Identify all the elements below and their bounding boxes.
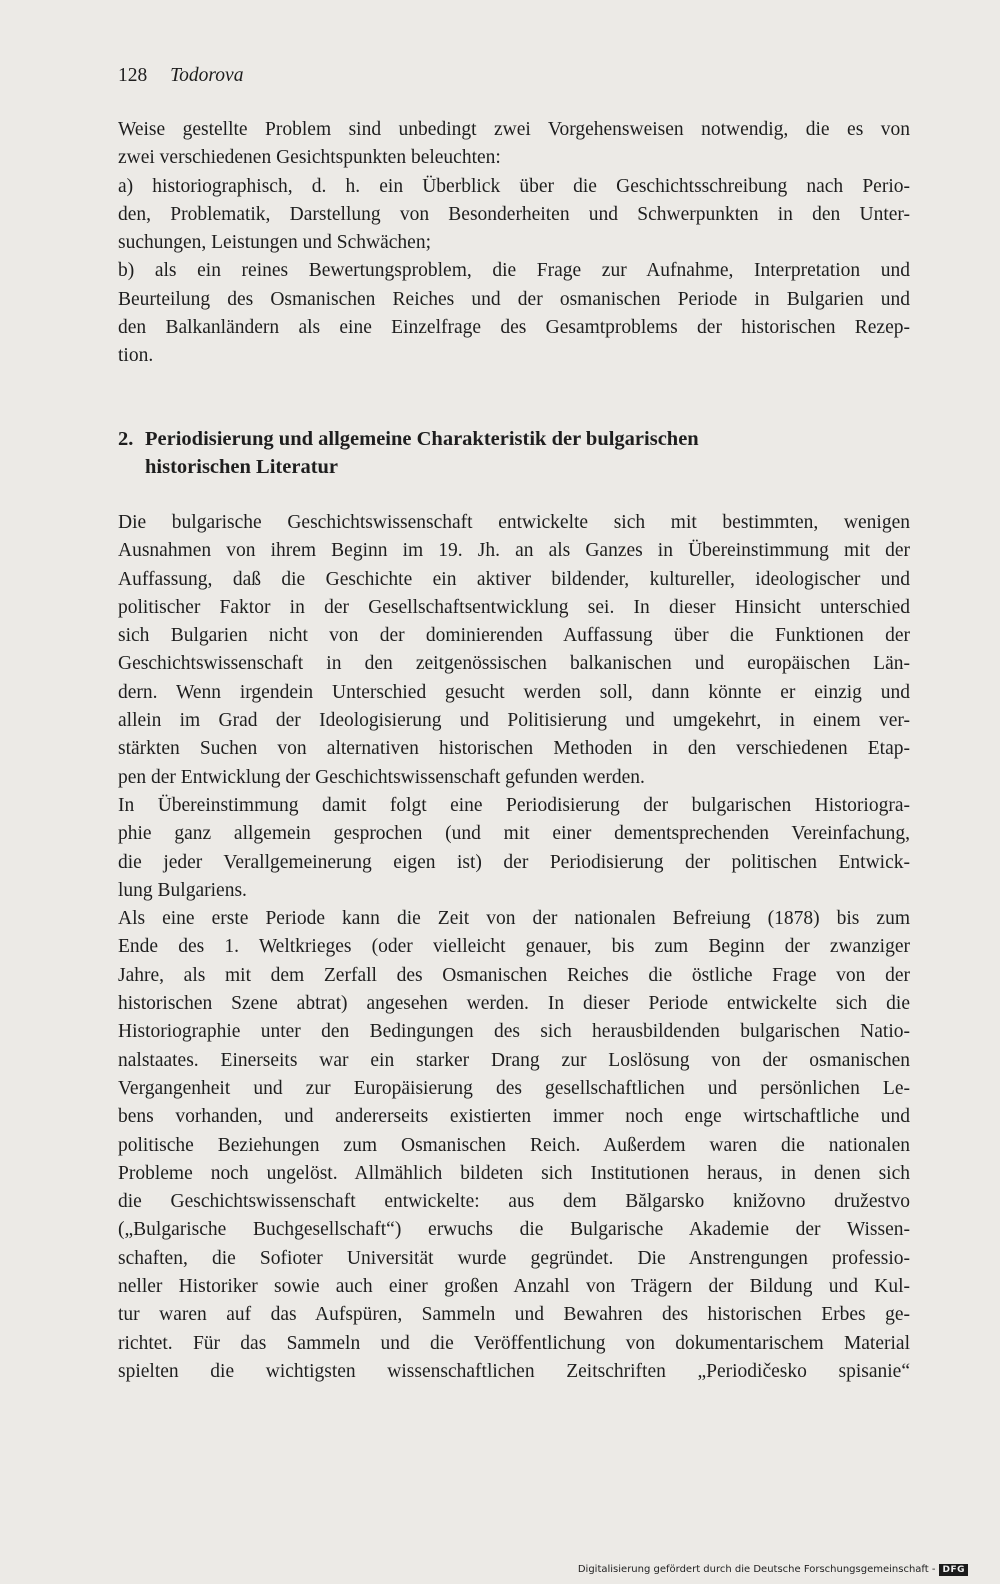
text-line: In Übereinstimmung damit folgt eine Periodisierung der bulgarischen Historiogra-	[118, 794, 910, 816]
text-line: („Bulgarische Buchgesellschaft“) erwuchs die Bulgarische Akademie der Wissen-	[118, 1219, 910, 1241]
text-line: Historiographie unter den Bedingungen des sich herausbildenden bulgarischen Natio-	[118, 1021, 910, 1043]
text-line: zwei verschiedenen Gesichtspunkten beleuchten:	[118, 147, 501, 169]
text-line: Probleme noch ungelöst. Allmählich bildeten sich Institutionen heraus, in denen sich	[118, 1162, 910, 1184]
text-line: Ende des 1. Weltkrieges (oder vielleicht genauer, bis zum Beginn der zwanziger	[118, 936, 910, 958]
text-line: richtet. Für das Sammeln und die Veröffentlichung von dokumentarischem Material	[118, 1332, 910, 1354]
section-title-line-1: Periodisierung und allgemeine Charakteristik der bulgarischen	[145, 428, 699, 450]
text-line: die Geschichtswissenschaft entwickelte: aus dem Bălgarsko knižovno družestvo	[118, 1191, 910, 1213]
text-line: pen der Entwicklung der Geschichtswissenschaft gefunden werden.	[118, 766, 645, 788]
text-line: Auffassung, daß die Geschichte ein aktiver bildender, kultureller, ideologischer und	[118, 568, 910, 590]
section-number: 2.	[118, 428, 134, 450]
digitization-footer	[578, 1563, 968, 1577]
text-line: politische Beziehungen zum Osmanischen Reich. Außerdem waren die nationalen	[118, 1134, 910, 1156]
text-line: phie ganz allgemein gesprochen (und mit einer dementsprechenden Vereinfachung,	[118, 823, 910, 845]
text-line: suchungen, Leistungen und Schwächen;	[118, 232, 432, 254]
text-line: den, Problematik, Darstellung von Besonderheiten und Schwerpunkten in den Unter-	[118, 203, 910, 225]
text-line: Vergangenheit und zur Europäisierung des gesellschaftlichen und persönlichen Le-	[118, 1077, 910, 1099]
text-line: bens vorhanden, und andererseits existierten immer noch enge wirtschaftliche und	[118, 1106, 910, 1128]
text-line: politischer Faktor in der Gesellschaftsentwicklung sei. In dieser Hinsicht unterschied	[118, 596, 910, 618]
text-line: sich Bulgarien nicht von der dominierenden Auffassung über die Funktionen der	[118, 625, 910, 647]
text-line: historischen Szene abtrat) angesehen werden. In dieser Periode entwickelte sich die	[118, 993, 910, 1015]
text-line: lung Bulgariens.	[118, 879, 247, 901]
text-line: nalstaates. Einerseits war ein starker Drang zur Loslösung von der osmanischen	[118, 1049, 910, 1071]
text-line: b) als ein reines Bewertungsproblem, die Frage zur Aufnahme, Interpretation und	[118, 260, 910, 282]
text-line: Ausnahmen von ihrem Beginn im 19. Jh. an als Ganzes in Übereinstimmung mit der	[118, 540, 910, 562]
text-line: Die bulgarische Geschichtswissenschaft entwickelte sich mit bestimmten, wenigen	[118, 512, 910, 533]
page-number: 128	[118, 65, 148, 86]
running-head-author: Todorova	[170, 65, 244, 86]
text-line: spielten die wichtigsten wissenschaftlichen Zeitschriften „Periodičesko spisanie“	[118, 1360, 910, 1382]
text-line: den Balkanländern als eine Einzelfrage des Gesamtproblems der historischen Rezep-	[118, 317, 910, 339]
text-line: neller Historiker sowie auch einer großen Anzahl von Trägern der Bildung und Kul-	[118, 1276, 910, 1298]
text-line: Weise gestellte Problem sind unbedingt zwei Vorgehensweisen notwendig, die es von	[118, 119, 910, 140]
text-line: die jeder Verallgemeinerung eigen ist) der Periodisierung der politischen Entwick-	[118, 851, 910, 873]
text-line: allein im Grad der Ideologisierung und Politisierung und umgekehrt, in einem ver-	[118, 710, 910, 732]
body-text	[118, 509, 910, 1386]
text-line: Als eine erste Periode kann die Zeit von der nationalen Befreiung (1878) bis zum	[118, 908, 910, 930]
dfg-logo: DFG	[939, 1564, 968, 1576]
running-head	[118, 63, 243, 89]
text-line: dern. Wenn irgendein Unterschied gesucht werden soll, dann könnte er einzig und	[118, 681, 910, 703]
text-line: a) historiographisch, d. h. ein Überblick über die Geschichtsschreibung nach Perio-	[118, 175, 910, 197]
intro-paragraph	[118, 116, 910, 371]
text-line: Beurteilung des Osmanischen Reiches und der osmanischen Periode in Bulgarien und	[118, 288, 910, 310]
footer-note: Digitalisierung gefördert durch die Deutsche Forschungsgemeinschaft -	[577, 1564, 936, 1575]
text-line: schaften, die Sofioter Universität wurde gegründet. Die Anstrengungen professio-	[118, 1247, 910, 1269]
text-line: Jahre, als mit dem Zerfall des Osmanischen Reiches die östliche Frage von der	[118, 964, 910, 986]
section-heading	[118, 425, 910, 481]
section-title-line-2: historischen Literatur	[145, 456, 339, 478]
text-line: Geschichtswissenschaft in den zeitgenössischen balkanischen und europäischen Län-	[118, 653, 910, 675]
text-line: tion.	[118, 345, 154, 367]
text-line: stärkten Suchen von alternativen historischen Methoden in den verschiedenen Etap-	[118, 738, 910, 760]
text-line: tur waren auf das Aufspüren, Sammeln und Bewahren des historischen Erbes ge-	[118, 1304, 910, 1326]
